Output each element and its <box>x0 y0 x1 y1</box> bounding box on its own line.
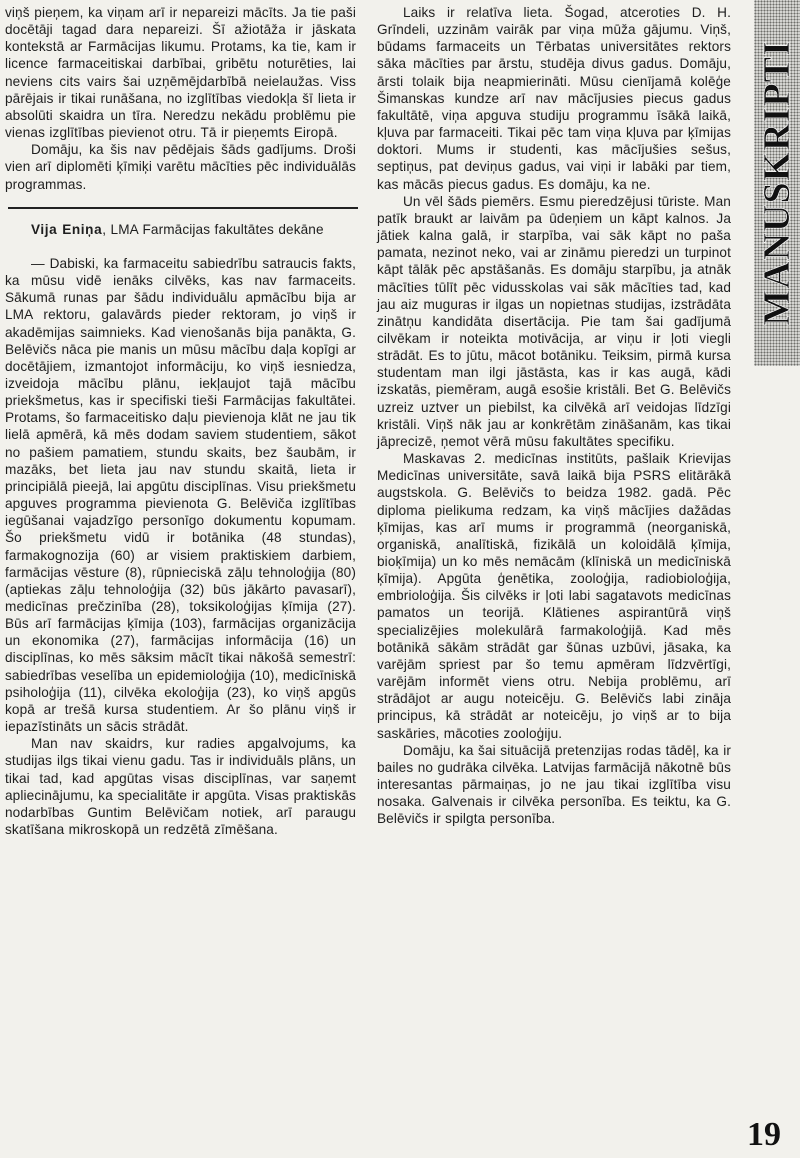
paragraph: — Dabiski, ka farmaceitu sabiedrību satraucis fakts, ka mūsu vidē ienāks cilvēks, kas nav farmaceits. Sākumā runas par šādu individuālu apmācību bija ar LMA rektoru, galavārds pieder rektoram, jo viņš ir akadēmijas saimnieks. Kad vienošanās bija panākta, G. Belēvičs nāca pie manis un mūsu mācību daļa kopīgi ar docētājiem, izmantojot informāciju, ko viņš iesniedza, izveidoja mācību plānu, iekļaujot tajā mācību priekšmetus, kas ir specifiski tieši Farmācijas fakultātei. Protams, šo farmaceitisko daļu pievienoja klāt ne jau tik lielā apmērā, kā mēs dodam saviem studentiem, sākot no pašiem pamatiem, stundu skaits, bez šaubām, ir mazāks, bet lieta jau nav stundu skaitā, lieta ir principiālā pieejā, lai apgūtu disciplīnas. Visu priekšmetu apguves programma pievienota G. Belēviča izglītības iegūšanai vajadzīgo personīgo dokumentu kopumam. Šo priekšmetu vidū ir botānika (48 stundas), farmakognozija (60) ar visiem praktiskiem darbiem, farmācijas vēsture (8), rūpnieciskā zāļu tehnoloģija (80) (aptiekas zāļu tehnoloģija (32) būs jākārto pavasarī), medicīnas prečzinība (28), toksikoloģijas ķīmija (27). Būs arī farmācijas ķīmija (103), farmācijas organizācija un ekonomika (27), farmācijas informācija (16) un disciplīnas, ko mēs sāksim mācīt tikai nākošā semestrī: sabiedrības veselība un epidemioloģija (10), medicīniskā psiholoģija (11), cilvēka ekoloģija (23), ko viņš apgūs kopā ar trešā kursa studentiem. Ar šo plānu viņš ir iepazīstināts un sācis strādāt. <box>5 255 356 735</box>
right-column <box>377 4 731 828</box>
speaker-name: Vija Eniņa <box>31 221 103 237</box>
page-number: 19 <box>747 1116 781 1153</box>
left-column <box>5 4 356 838</box>
paragraph: Maskavas 2. medicīnas institūts, pašlaik Krievijas Medicīnas universitāte, savā laikā bija PSRS elitārākā augstskola. G. Belēvičs to beidza 1982. gadā. Pēc diploma pielikuma redzam, ka viņš mācījies dažādas ķīmijas, kas arī mums ir programmā (neorganiskā, organiskā, analītiskā, fizikālā un koloidālā ķīmija, bioķīmija) un ko mēs nemācām (klīniskā un medicīniskā ķīmija). Apgūta ģenētika, zooloģija, radiobioloģija, embrioloģija. Šis cilvēks ir ļoti labi sagatavots medicīnas pamatos un teorijā. Klātienes aspirantūrā viņš specializējies molekulārā farmakoloģijā. Kad mēs botānikā sākām strādāt gar šūnas uzbūvi, jāsaka, ka varējām spriest par šo temu apmēram līdzvērtīgi, varējām informēt viens otru. Nebija problēmu, arī strādājot ar augu noteicēju. G. Belēvičs labi zināja principus, kā strādāt ar noteicēju, jo viņš ar to bija saskāries, mācoties zooloģiju. <box>377 451 731 741</box>
paragraph: Domāju, ka šis nav pēdējais šāds gadījums. Droši vien arī diplomēti ķīmiķi varētu mācīties pēc individuālās programmas. <box>5 142 356 192</box>
paragraph: viņš pieņem, ka viņam arī ir nepareizi mācīts. Ja tie paši docētāji tagad dara nepareizi. Šī ažiotāža ir jāskata kontekstā ar Farmācijas likumu. Protams, ka tie, kam ir licence farmaceitiskai darbībai, gribētu noturēties, lai neviens cits vairs šai uzņēmējdarbībā neielaužas. Viss pārējais ir tikai runāšana, no izglītības viedokļa šī lieta ir absolūti skaidra un tīra. Neredzu nekādu problēmu pie vienas izglītības pievienot otru. Tā ir pieņemts Eiropā. <box>5 5 356 141</box>
speaker-role: , LMA Farmācijas fakultātes dekāne <box>102 221 324 237</box>
paragraph: Un vēl šāds piemērs. Esmu pieredzējusi tūriste. Man patīk braukt ar laivām pa ūdeņiem un kāpt kalnos. Ja jātiek kalna galā, ir starpība, vai sāk kāpt no paša pamata, nezinot neko, vai ar zināmu pieredzi un turpinot kāpt tālāk pēc apstāšanās. Es domāju starpību, ja atnāk mācīties tūlīt pēc vidusskolas vai sāk mācīties tad, kad jau aiz muguras ir ilgas un nopietnas studijas, izstrādāta zinātņu kandidāta disertācija. Pie tam šai gadījumā cilvēkam ir noteikta motivācija, ar viņu ir ļoti viegli strādāt. Es to jūtu, mācot botāniku. Teiksim, pirmā kursa studentam man ilgi jāstāsta, kas ir kas augā, kādi izskatās, piemēram, augā esošie kristāli. Bet G. Belēvičs uzreiz uztver un piebilst, ka cilvēkā arī veidojas līdzīgi kristāli. Viņš nāk jau ar konkrētām zināšanām, kas tikai jāprecizē, ņemot vērā mūsu fakultātes specifiku. <box>377 193 731 449</box>
section-label: MANUSKRIPTI <box>756 40 798 326</box>
paragraph: Domāju, ka šai situācijā pretenzijas rodas tādēļ, ka ir bailes no gudrāka cilvēka. Latvijas farmācijā nākotnē būs interesantas pārmaiņas, jo ne jau tikai izglītība visu nosaka. Galvenais ir cilvēka personība. Es teiktu, ka G. Belēvičs ir spilgta personība. <box>377 742 731 827</box>
paragraph: Laiks ir relatīva lieta. Šogad, atceroties D. H. Grīndeli, uzzinām vairāk par viņa mūža gājumu. Viņš, būdams farmaceits un Tērbatas universitātes rektors sāka mācīties par ārstu, studēja divus gadus. Domāju, ārsti tolaik bija neapmierināti. Mūsu cienījamā kolēģe Šimanskas kundze arī nav mācījusies piecus gadus fakultātē, viņa apguva studiju programmu īsākā laikā, kļuva par farmaceiti. Tikai pēc tam viņa kļuva par ķīmijas doktori. Mums ir studenti, kas mācījušies sešus, septiņus, pat deviņus gadus, vai viņi ir labāki par tiem, kas mācās piecus gadus. Es domāju, ka ne. <box>377 5 731 192</box>
section-sidebar <box>754 0 800 366</box>
paragraph: Man nav skaidrs, kur radies apgalvojums, ka studijas ilgs tikai vienu gadu. Tas ir individuāls plāns, un tikai tad, kad apgūtas visas disciplīnas, var saņemt apliecinājumu, ka specialitāte ir apgūta. Visas praktiskās nodarbības Guntim Belēvičam notiek, arī paraugu skatīšana mikroskopā un redzētā zīmēšana. <box>5 736 356 838</box>
speaker-credit <box>5 221 356 238</box>
section-divider <box>8 207 358 209</box>
